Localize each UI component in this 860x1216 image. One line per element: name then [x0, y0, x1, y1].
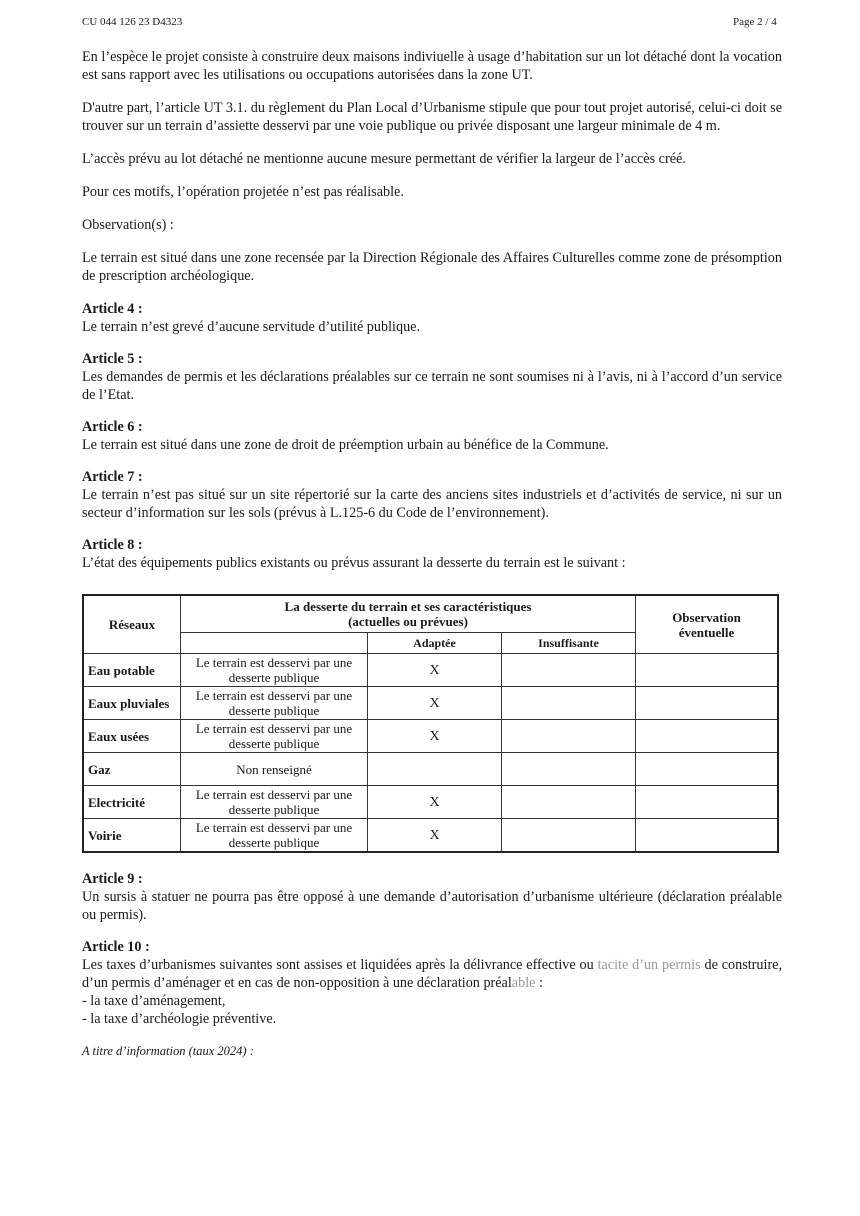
cell-observation — [636, 654, 779, 687]
cell-observation — [636, 819, 779, 853]
article-title: Article 10 : — [82, 939, 150, 955]
cell-desserte: Le terrain est desservi par une desserte publique — [181, 720, 368, 753]
header-desserte-empty — [181, 633, 368, 654]
header-desserte-line1: La desserte du terrain et ses caractéristiques — [284, 599, 532, 614]
article-text: Un sursis à statuer ne pourra pas être opposé à une demande d’autorisation d’urbanisme ultérieure (déclaration préalable ou permis). — [82, 889, 782, 923]
cell-insuffisante — [502, 687, 636, 720]
article-text — [82, 956, 782, 992]
article-title: Article 7 : — [82, 469, 143, 485]
page-number: Page 2 / 4 — [733, 16, 777, 28]
article-text-part: Les taxes d’urbanismes suivantes sont assises et liquidées après la délivrance effective ou — [82, 957, 598, 973]
cell-adaptee: X — [368, 786, 502, 819]
header-desserte — [181, 595, 636, 633]
cell-insuffisante — [502, 720, 636, 753]
taxes-list — [82, 992, 782, 1028]
table-row — [83, 654, 778, 687]
cell-desserte: Non renseigné — [181, 753, 368, 786]
paragraph-motifs: Pour ces motifs, l’opération projetée n’est pas réalisable. — [82, 184, 404, 200]
article-text: Les demandes de permis et les déclarations préalables sur ce terrain ne sont soumises ni à l’avis, ni à l’accord d’un service de l’Etat. — [82, 369, 782, 403]
cell-observation — [636, 753, 779, 786]
article-9 — [82, 870, 782, 924]
paragraph-article-ut: D'autre part, l’article UT 3.1. du règlement du Plan Local d’Urbanisme stipule que pour tout projet autorisé, celui-ci doit se trouver sur un terrain d’assiette desservi par une voie publique ou privée disposant une largeur minimale de 4 m. — [82, 100, 782, 134]
article-8 — [82, 536, 782, 572]
article-title: Article 9 : — [82, 871, 143, 887]
article-text-part: : — [535, 975, 543, 991]
header-insuffisante: Insuffisante — [502, 633, 636, 654]
desserte-table — [82, 594, 779, 853]
list-item: - la taxe d’aménagement, — [82, 993, 226, 1009]
header-observation-line1: Observation — [672, 609, 741, 625]
header-observation — [636, 595, 779, 654]
article-10 — [82, 938, 782, 1028]
header-reseaux: Réseaux — [83, 595, 181, 654]
cell-reseau: Eaux pluviales — [83, 687, 181, 720]
article-title: Article 8 : — [82, 537, 143, 553]
cell-adaptee: X — [368, 687, 502, 720]
table-row — [83, 687, 778, 720]
article-5 — [82, 350, 782, 404]
article-text: Le terrain n’est pas situé sur un site répertorié sur la carte des anciens sites industriels et d’activités de service, ni sur un secteur d’information sur les sols (prévus à L.125-6 du Code de l’environnement). — [82, 487, 782, 521]
cell-reseau: Eaux usées — [83, 720, 181, 753]
cell-insuffisante — [502, 786, 636, 819]
cell-reseau: Gaz — [83, 753, 181, 786]
table-row — [83, 720, 778, 753]
header-desserte-line2: (actuelles ou prévues) — [348, 614, 468, 629]
cell-insuffisante — [502, 753, 636, 786]
article-text: Le terrain est situé dans une zone de droit de préemption urbain au bénéfice de la Commune. — [82, 437, 609, 453]
article-text: L’état des équipements publics existants ou prévus assurant la desserte du terrain est le suivant : — [82, 555, 626, 571]
cell-desserte: Le terrain est desservi par une desserte publique — [181, 687, 368, 720]
cell-desserte: Le terrain est desservi par une desserte publique — [181, 654, 368, 687]
article-7 — [82, 468, 782, 522]
cell-reseau: Voirie — [83, 819, 181, 853]
paragraph-archeologie: Le terrain est situé dans une zone recensée par la Direction Régionale des Affaires Culturelles comme zone de présomption de prescription archéologique. — [82, 250, 782, 284]
cell-insuffisante — [502, 654, 636, 687]
cell-observation — [636, 687, 779, 720]
document-reference: CU 044 126 23 D4323 — [82, 16, 183, 28]
article-title: Article 4 : — [82, 301, 143, 317]
paragraph-acces: L’accès prévu au lot détaché ne mentionne aucune mesure permettant de vérifier la largeur de l’accès créé. — [82, 151, 686, 167]
info-line: A titre d’information (taux 2024) : — [82, 1044, 254, 1058]
table-row — [83, 819, 778, 853]
cell-adaptee: X — [368, 654, 502, 687]
article-6 — [82, 418, 782, 454]
cell-reseau: Eau potable — [83, 654, 181, 687]
cell-adaptee: X — [368, 720, 502, 753]
cell-desserte: Le terrain est desservi par une desserte publique — [181, 819, 368, 853]
cell-observation — [636, 786, 779, 819]
table-body — [83, 654, 778, 853]
article-title: Article 5 : — [82, 351, 143, 367]
cell-reseau: Electricité — [83, 786, 181, 819]
paragraph-projet: En l’espèce le projet consiste à construire deux maisons indiviuelle à usage d’habitation sur un lot détaché dont la vocation est sans rapport avec les utilisations ou occupations autorisées dans la zone UT. — [82, 49, 782, 83]
header-adaptee: Adaptée — [368, 633, 502, 654]
article-text-part: de construire, d’un permis d’aménager et en cas de non-opposition à une déclaration préal — [82, 957, 783, 991]
table-header-row — [83, 595, 778, 633]
article-text: Le terrain n’est grevé d’aucune servitude d’utilité publique. — [82, 319, 421, 335]
article-title: Article 6 : — [82, 419, 143, 435]
document-body — [82, 48, 782, 1060]
list-item: - la taxe d’archéologie préventive. — [82, 1011, 277, 1027]
table-row — [83, 753, 778, 786]
cell-desserte: Le terrain est desservi par une desserte publique — [181, 786, 368, 819]
article-text-faded: tacite d’un permis — [597, 957, 701, 973]
cell-adaptee: X — [368, 819, 502, 853]
cell-adaptee — [368, 753, 502, 786]
article-text-faded: able — [511, 975, 536, 991]
article-4 — [82, 300, 782, 336]
observations-label: Observation(s) : — [82, 217, 174, 233]
cell-observation — [636, 720, 779, 753]
header-observation-line2: éventuelle — [678, 624, 735, 640]
cell-insuffisante — [502, 819, 636, 853]
table-row — [83, 786, 778, 819]
